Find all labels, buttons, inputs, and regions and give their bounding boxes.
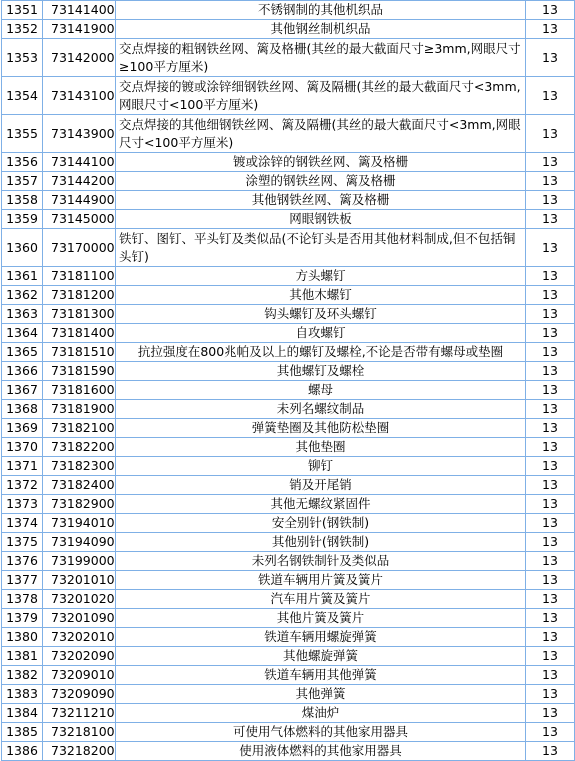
description-cell: 钩头螺钉及环头螺钉	[116, 305, 526, 324]
seq-cell: 1383	[2, 685, 43, 704]
table-row	[2, 286, 575, 305]
tariff-table-body	[2, 1, 575, 761]
seq-cell: 1365	[2, 343, 43, 362]
rate-cell: 13	[526, 324, 575, 343]
seq-cell: 1355	[2, 115, 43, 153]
rate-cell: 13	[526, 609, 575, 628]
rate-cell: 13	[526, 286, 575, 305]
seq-cell: 1361	[2, 267, 43, 286]
table-row	[2, 343, 575, 362]
seq-cell: 1354	[2, 77, 43, 115]
rate-cell: 13	[526, 704, 575, 723]
seq-cell: 1375	[2, 533, 43, 552]
seq-cell: 1363	[2, 305, 43, 324]
table-row	[2, 191, 575, 210]
code-cell: 73181300	[43, 305, 116, 324]
code-cell: 73181510	[43, 343, 116, 362]
description-cell: 使用液体燃料的其他家用器具	[116, 742, 526, 761]
code-cell: 73218100	[43, 723, 116, 742]
code-cell: 73202090	[43, 647, 116, 666]
rate-cell: 13	[526, 495, 575, 514]
code-cell: 73201010	[43, 571, 116, 590]
rate-cell: 13	[526, 1, 575, 20]
code-cell: 73182100	[43, 419, 116, 438]
description-cell: 其他无螺纹紧固件	[116, 495, 526, 514]
code-cell: 73144100	[43, 153, 116, 172]
seq-cell: 1378	[2, 590, 43, 609]
code-cell: 73201090	[43, 609, 116, 628]
description-cell: 销及开尾销	[116, 476, 526, 495]
description-cell: 其他螺旋弹簧	[116, 647, 526, 666]
table-row	[2, 115, 575, 153]
table-row	[2, 590, 575, 609]
seq-cell: 1351	[2, 1, 43, 20]
rate-cell: 13	[526, 666, 575, 685]
rate-cell: 13	[526, 267, 575, 286]
description-cell: 弹簧垫圈及其他防松垫圈	[116, 419, 526, 438]
rate-cell: 13	[526, 210, 575, 229]
code-cell: 73194090	[43, 533, 116, 552]
tariff-table	[1, 0, 575, 761]
seq-cell: 1356	[2, 153, 43, 172]
description-cell: 网眼钢铁板	[116, 210, 526, 229]
seq-cell: 1367	[2, 381, 43, 400]
description-cell: 铆钉	[116, 457, 526, 476]
code-cell: 73194010	[43, 514, 116, 533]
table-row	[2, 723, 575, 742]
code-cell: 73181400	[43, 324, 116, 343]
description-cell: 铁道车辆用片簧及簧片	[116, 571, 526, 590]
table-row	[2, 1, 575, 20]
table-row	[2, 628, 575, 647]
description-cell: 安全别针(钢铁制)	[116, 514, 526, 533]
table-row	[2, 210, 575, 229]
table-row	[2, 495, 575, 514]
code-cell: 73209010	[43, 666, 116, 685]
rate-cell: 13	[526, 172, 575, 191]
description-cell: 交点焊接的其他细钢铁丝网、篱及隔栅(其丝的最大截面尺寸<3mm,网眼尺寸<100平方厘米)	[116, 115, 526, 153]
code-cell: 73143900	[43, 115, 116, 153]
rate-cell: 13	[526, 647, 575, 666]
code-cell: 73182900	[43, 495, 116, 514]
rate-cell: 13	[526, 590, 575, 609]
seq-cell: 1377	[2, 571, 43, 590]
code-cell: 73141900	[43, 20, 116, 39]
code-cell: 73141400	[43, 1, 116, 20]
table-row	[2, 533, 575, 552]
description-cell: 其他片簧及簧片	[116, 609, 526, 628]
description-cell: 抗拉强度在800兆帕及以上的螺钉及螺栓,不论是否带有螺母或垫圈	[116, 343, 526, 362]
code-cell: 73182200	[43, 438, 116, 457]
seq-cell: 1374	[2, 514, 43, 533]
rate-cell: 13	[526, 476, 575, 495]
code-cell: 73182400	[43, 476, 116, 495]
table-row	[2, 514, 575, 533]
description-cell: 涂塑的钢铁丝网、篱及格栅	[116, 172, 526, 191]
seq-cell: 1382	[2, 666, 43, 685]
table-row	[2, 400, 575, 419]
seq-cell: 1353	[2, 39, 43, 77]
table-row	[2, 153, 575, 172]
rate-cell: 13	[526, 229, 575, 267]
table-row	[2, 476, 575, 495]
seq-cell: 1358	[2, 191, 43, 210]
description-cell: 其他钢丝制机织品	[116, 20, 526, 39]
code-cell: 73199000	[43, 552, 116, 571]
description-cell: 未列名钢铁制针及类似品	[116, 552, 526, 571]
description-cell: 不锈钢制的其他机织品	[116, 1, 526, 20]
rate-cell: 13	[526, 77, 575, 115]
rate-cell: 13	[526, 685, 575, 704]
description-cell: 其他别针(钢铁制)	[116, 533, 526, 552]
seq-cell: 1384	[2, 704, 43, 723]
table-row	[2, 647, 575, 666]
table-row	[2, 381, 575, 400]
code-cell: 73202010	[43, 628, 116, 647]
rate-cell: 13	[526, 362, 575, 381]
rate-cell: 13	[526, 419, 575, 438]
rate-cell: 13	[526, 552, 575, 571]
table-row	[2, 438, 575, 457]
code-cell: 73201020	[43, 590, 116, 609]
rate-cell: 13	[526, 305, 575, 324]
code-cell: 73142000	[43, 39, 116, 77]
description-cell: 铁道车辆用其他弹簧	[116, 666, 526, 685]
rate-cell: 13	[526, 115, 575, 153]
rate-cell: 13	[526, 381, 575, 400]
seq-cell: 1364	[2, 324, 43, 343]
code-cell: 73182300	[43, 457, 116, 476]
rate-cell: 13	[526, 533, 575, 552]
table-row	[2, 419, 575, 438]
table-row	[2, 39, 575, 77]
seq-cell: 1357	[2, 172, 43, 191]
table-row	[2, 324, 575, 343]
rate-cell: 13	[526, 39, 575, 77]
code-cell: 73181590	[43, 362, 116, 381]
seq-cell: 1371	[2, 457, 43, 476]
seq-cell: 1380	[2, 628, 43, 647]
description-cell: 煤油炉	[116, 704, 526, 723]
table-row	[2, 552, 575, 571]
code-cell: 73144900	[43, 191, 116, 210]
table-row	[2, 609, 575, 628]
seq-cell: 1366	[2, 362, 43, 381]
description-cell: 自攻螺钉	[116, 324, 526, 343]
table-row	[2, 457, 575, 476]
table-row	[2, 20, 575, 39]
description-cell: 铁钉、图钉、平头钉及类似品(不论钉头是否用其他材料制成,但不包括铜头钉)	[116, 229, 526, 267]
table-row	[2, 267, 575, 286]
description-cell: 其他螺钉及螺栓	[116, 362, 526, 381]
rate-cell: 13	[526, 343, 575, 362]
seq-cell: 1360	[2, 229, 43, 267]
table-row	[2, 685, 575, 704]
rate-cell: 13	[526, 438, 575, 457]
rate-cell: 13	[526, 514, 575, 533]
description-cell: 交点焊接的镀或涂锌细钢铁丝网、篱及隔栅(其丝的最大截面尺寸<3mm,网眼尺寸<100平方厘米)	[116, 77, 526, 115]
rate-cell: 13	[526, 457, 575, 476]
description-cell: 其他垫圈	[116, 438, 526, 457]
description-cell: 可使用气体燃料的其他家用器具	[116, 723, 526, 742]
table-row	[2, 666, 575, 685]
seq-cell: 1368	[2, 400, 43, 419]
seq-cell: 1373	[2, 495, 43, 514]
description-cell: 方头螺钉	[116, 267, 526, 286]
seq-cell: 1381	[2, 647, 43, 666]
code-cell: 73181200	[43, 286, 116, 305]
code-cell: 73144200	[43, 172, 116, 191]
rate-cell: 13	[526, 628, 575, 647]
code-cell: 73211210	[43, 704, 116, 723]
description-cell: 其他弹簧	[116, 685, 526, 704]
seq-cell: 1370	[2, 438, 43, 457]
rate-cell: 13	[526, 400, 575, 419]
table-row	[2, 704, 575, 723]
rate-cell: 13	[526, 153, 575, 172]
description-cell: 交点焊接的粗钢铁丝网、篱及格栅(其丝的最大截面尺寸≥3mm,网眼尺寸≥100平方厘米)	[116, 39, 526, 77]
seq-cell: 1372	[2, 476, 43, 495]
table-row	[2, 229, 575, 267]
table-row	[2, 742, 575, 761]
description-cell: 其他钢铁丝网、篱及格栅	[116, 191, 526, 210]
rate-cell: 13	[526, 571, 575, 590]
seq-cell: 1386	[2, 742, 43, 761]
seq-cell: 1369	[2, 419, 43, 438]
code-cell: 73218200	[43, 742, 116, 761]
code-cell: 73145000	[43, 210, 116, 229]
rate-cell: 13	[526, 191, 575, 210]
seq-cell: 1359	[2, 210, 43, 229]
code-cell: 73143100	[43, 77, 116, 115]
seq-cell: 1385	[2, 723, 43, 742]
rate-cell: 13	[526, 723, 575, 742]
table-row	[2, 77, 575, 115]
seq-cell: 1379	[2, 609, 43, 628]
description-cell: 镀或涂锌的钢铁丝网、篱及格栅	[116, 153, 526, 172]
description-cell: 汽车用片簧及簧片	[116, 590, 526, 609]
code-cell: 73181900	[43, 400, 116, 419]
code-cell: 73209090	[43, 685, 116, 704]
description-cell: 未列名螺纹制品	[116, 400, 526, 419]
rate-cell: 13	[526, 742, 575, 761]
code-cell: 73181600	[43, 381, 116, 400]
description-cell: 铁道车辆用螺旋弹簧	[116, 628, 526, 647]
seq-cell: 1376	[2, 552, 43, 571]
seq-cell: 1352	[2, 20, 43, 39]
table-row	[2, 571, 575, 590]
code-cell: 73170000	[43, 229, 116, 267]
seq-cell: 1362	[2, 286, 43, 305]
description-cell: 其他木螺钉	[116, 286, 526, 305]
code-cell: 73181100	[43, 267, 116, 286]
rate-cell: 13	[526, 20, 575, 39]
table-row	[2, 362, 575, 381]
table-row	[2, 172, 575, 191]
description-cell: 螺母	[116, 381, 526, 400]
table-row	[2, 305, 575, 324]
